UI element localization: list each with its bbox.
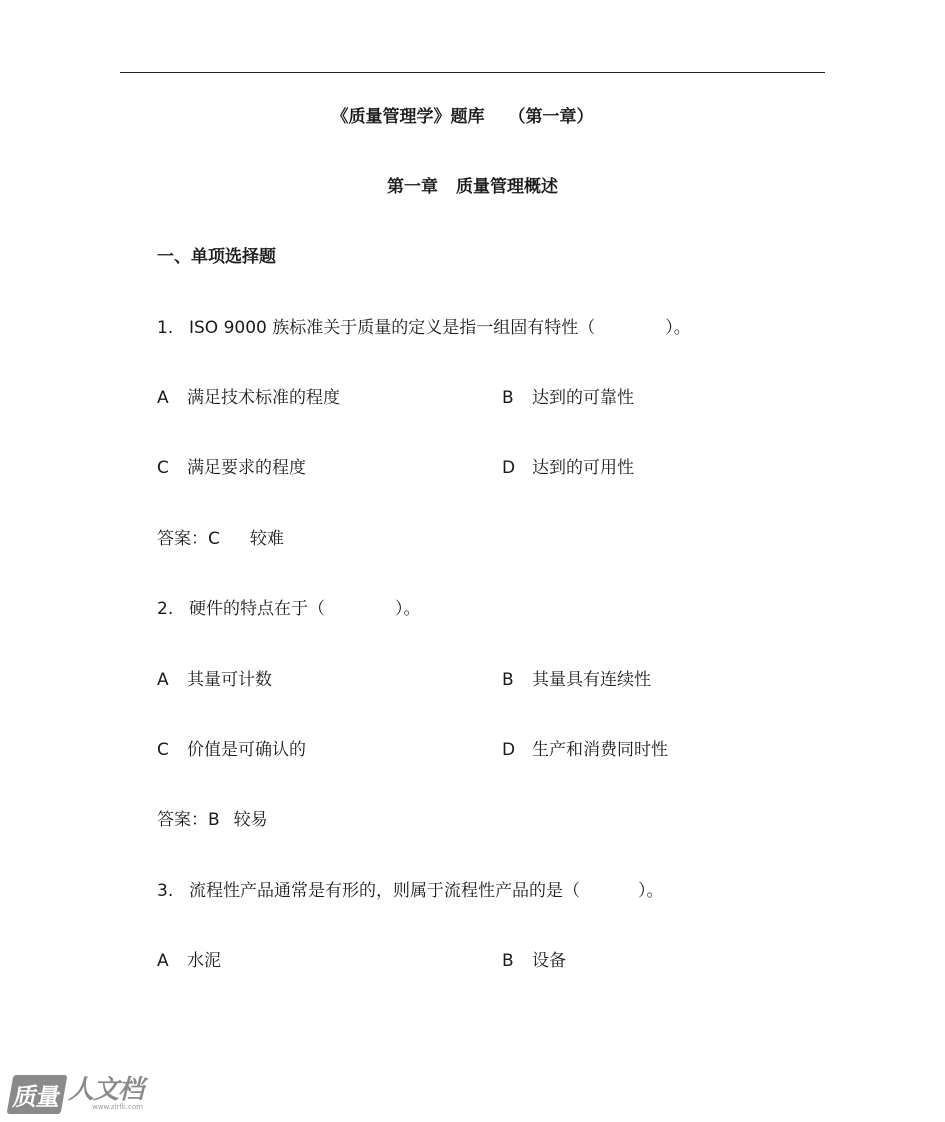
option-letter: D	[502, 740, 516, 760]
option-3a	[157, 946, 221, 971]
option-text: 水泥	[187, 951, 221, 971]
option-2b	[502, 665, 651, 690]
question-number: 3.	[157, 881, 174, 901]
header-rule	[120, 72, 825, 73]
chapter-name: 质量管理概述	[456, 177, 558, 197]
answer-label: 答案：	[157, 810, 208, 830]
watermark-main-text: 人文档	[68, 1075, 144, 1105]
answer-difficulty: 较难	[249, 529, 284, 549]
option-letter: D	[502, 458, 516, 478]
question-text-end: ）。	[395, 599, 421, 619]
option-1a	[157, 383, 340, 408]
question-3	[157, 876, 664, 901]
watermark-box-text: 质量	[7, 1075, 68, 1114]
option-text: 其量具有连续性	[532, 670, 651, 690]
option-text: 满足要求的程度	[187, 458, 306, 478]
option-letter: B	[502, 951, 514, 971]
option-text: 设备	[532, 951, 566, 971]
watermark-logo	[10, 1074, 143, 1114]
option-text: 达到的可用性	[532, 458, 634, 478]
watermark-url: www.zlrfk.com	[92, 1103, 143, 1111]
answer-difficulty: 较易	[233, 810, 268, 830]
answer-1	[157, 524, 284, 549]
answer-label: 答案：	[157, 529, 208, 549]
option-letter: B	[502, 388, 514, 408]
section-title: 一、单项选择题	[157, 247, 276, 267]
option-letter: B	[502, 670, 514, 690]
answer-2	[157, 805, 268, 830]
question-text-end: ）。	[665, 318, 691, 338]
chapter-label: 第一章	[387, 177, 438, 197]
document-title-main: 《质量管理学》题库	[331, 107, 485, 127]
option-text: 达到的可靠性	[532, 388, 634, 408]
option-letter: A	[157, 951, 169, 971]
watermark-text	[68, 1077, 143, 1111]
question-1	[157, 313, 691, 338]
question-number: 1.	[157, 318, 174, 338]
chapter-title	[0, 172, 945, 197]
option-letter: A	[157, 670, 169, 690]
document-title-suffix: （第一章）	[508, 107, 594, 127]
option-letter: A	[157, 388, 169, 408]
question-number: 2.	[157, 599, 174, 619]
question-text: 硬件的特点在于（	[189, 599, 325, 619]
option-text: 生产和消费同时性	[532, 740, 668, 760]
question-2	[157, 594, 421, 619]
option-text: 其量可计数	[187, 670, 272, 690]
document-title	[0, 102, 935, 127]
question-text: 流程性产品通常是有形的，则属于流程性产品的是（	[189, 881, 580, 901]
question-text-end: ）。	[638, 881, 664, 901]
option-2a	[157, 665, 272, 690]
option-3b	[502, 946, 566, 971]
option-text: 价值是可确认的	[187, 740, 306, 760]
option-text: 满足技术标准的程度	[187, 388, 340, 408]
option-2c	[157, 735, 306, 760]
option-2d	[502, 735, 668, 760]
question-text: ISO 9000 族标准关于质量的定义是指一组固有特性（	[189, 318, 596, 338]
option-letter: C	[157, 458, 169, 478]
option-1b	[502, 383, 634, 408]
answer-value: B	[208, 810, 220, 830]
option-1d	[502, 453, 634, 478]
answer-value: C	[208, 529, 220, 549]
option-letter: C	[157, 740, 169, 760]
option-1c	[157, 453, 306, 478]
